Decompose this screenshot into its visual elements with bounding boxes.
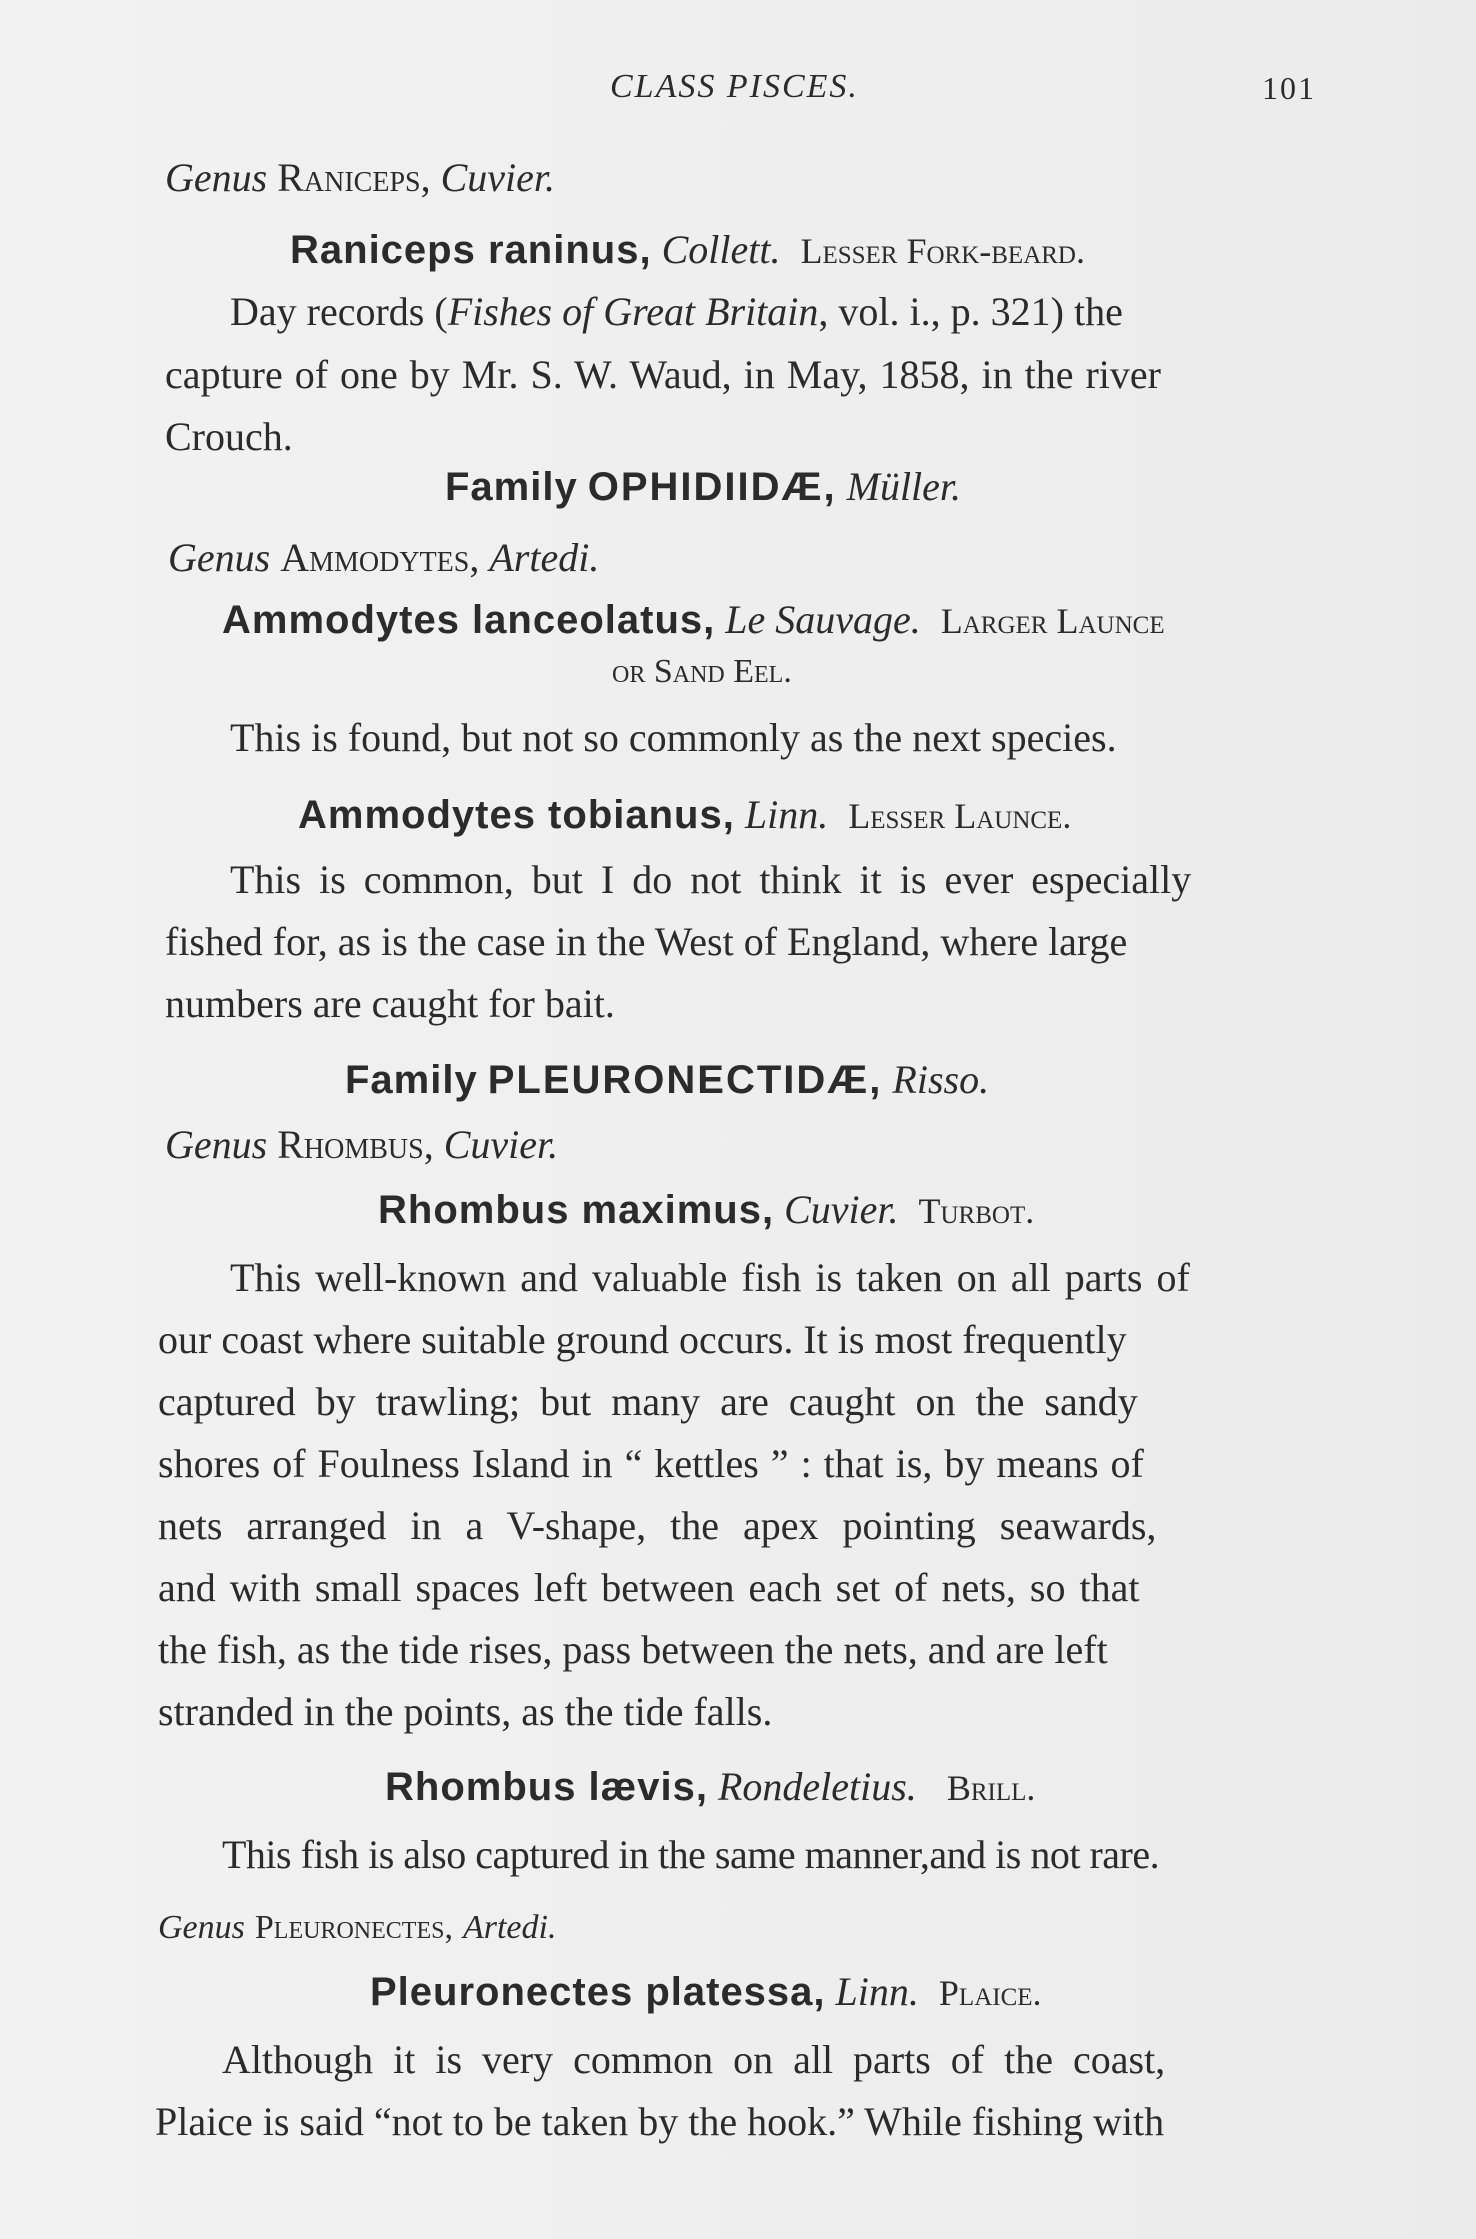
common-name-continued: or Sand Eel. xyxy=(612,653,792,690)
species-heading xyxy=(378,1187,1035,1232)
species-author: Le Sauvage. xyxy=(725,597,921,642)
body-line: This is found, but not so commonly as the next species. xyxy=(230,715,1117,760)
common-name: Plaice. xyxy=(938,1973,1042,2013)
body-line: Plaice is said “not to be taken by the hook.” While fishing with xyxy=(155,2099,1165,2144)
book-title: Fishes of Great Britain xyxy=(447,289,819,334)
genus-name: Rhombus, xyxy=(277,1122,434,1167)
body-line: This fish is also captured in the same manner,and is not rare. xyxy=(222,1832,1160,1877)
genus-heading xyxy=(165,1122,559,1167)
genus-heading xyxy=(158,1905,556,1945)
body-line: numbers are caught for bait. xyxy=(165,981,615,1026)
family-name: PLEURONECTIDÆ, xyxy=(487,1058,883,1102)
genus-name: Ammodytes, xyxy=(280,535,480,580)
genus-author: Artedi. xyxy=(462,1909,557,1946)
genus-heading xyxy=(168,535,600,580)
family-heading xyxy=(445,464,962,509)
body-line: captured by trawling; but many are caught on the sandy xyxy=(158,1379,1138,1424)
species-author: Rondeletius. xyxy=(717,1764,917,1809)
body-line: nets arranged in a V-shape, the apex pointing seawards, xyxy=(158,1503,1157,1548)
genus-author: Artedi. xyxy=(489,535,600,580)
species-heading xyxy=(385,1764,1036,1809)
species-name: Raniceps raninus, xyxy=(290,228,652,272)
family-author: Risso. xyxy=(892,1057,990,1102)
text-run xyxy=(230,289,1123,334)
body-line: the fish, as the tide rises, pass between the nets, and are left xyxy=(158,1627,1108,1672)
species-author: Collett. xyxy=(661,227,781,272)
species-heading xyxy=(222,597,1165,642)
species-heading xyxy=(298,792,1072,837)
family-heading xyxy=(345,1057,990,1102)
body-line xyxy=(230,289,1325,334)
page-number: 101 xyxy=(1262,70,1316,106)
species-author: Linn. xyxy=(744,792,829,837)
genus-word: Genus xyxy=(158,1909,245,1946)
genus-heading xyxy=(165,155,556,200)
genus-name: Raniceps, xyxy=(277,155,431,200)
species-name: Pleuronectes platessa, xyxy=(370,1970,826,2014)
body-line: This well-known and valuable fish is taken on all parts of xyxy=(230,1255,1190,1300)
running-head-title: CLASS PISCES. xyxy=(610,68,859,105)
text-part: , vol. i., p. 321) the xyxy=(818,289,1123,334)
body-line: stranded in the points, as the tide falls. xyxy=(158,1689,773,1734)
common-name: Larger Launce xyxy=(940,601,1165,641)
genus-word: Genus xyxy=(165,1122,268,1167)
body-line: capture of one by Mr. S. W. Waud, in May, 1858, in the river xyxy=(165,352,1161,397)
body-line: fished for, as is the case in the West of England, where large xyxy=(165,919,1128,964)
body-line: Although it is very common on all parts of the coast, xyxy=(222,2037,1166,2082)
common-name: Brill. xyxy=(946,1768,1036,1808)
genus-word: Genus xyxy=(165,155,268,200)
family-name: OPHIDIIDÆ, xyxy=(587,465,837,509)
family-author: Müller. xyxy=(846,464,962,509)
species-name: Ammodytes tobianus, xyxy=(298,793,735,837)
species-author: Linn. xyxy=(835,1969,919,2014)
body-line: This is common, but I do not think it is ever especially xyxy=(230,857,1192,902)
genus-author: Cuvier. xyxy=(440,155,556,200)
common-name: Lesser Launce. xyxy=(848,796,1072,836)
species-author: Cuvier. xyxy=(784,1187,899,1232)
species-name: Ammodytes lanceolatus, xyxy=(222,598,716,642)
body-line: Crouch. xyxy=(165,414,293,459)
family-word: Family xyxy=(445,465,578,509)
common-name: Turbot. xyxy=(918,1191,1035,1231)
text-part: Day records ( xyxy=(230,289,448,334)
species-name: Rhombus maximus, xyxy=(378,1188,775,1232)
species-heading xyxy=(370,1969,1042,2014)
body-line: our coast where suitable ground occurs. It is most frequently xyxy=(158,1317,1127,1362)
genus-word: Genus xyxy=(168,535,271,580)
species-heading xyxy=(290,227,1085,272)
body-line: and with small spaces left between each set of nets, so that xyxy=(158,1565,1140,1610)
common-name: Lesser Fork-beard. xyxy=(800,231,1085,271)
family-word: Family xyxy=(345,1058,478,1102)
body-line: shores of Foulness Island in “ kettles ” : that is, by means of xyxy=(158,1441,1144,1486)
species-name: Rhombus lævis, xyxy=(385,1765,708,1809)
genus-name: Pleuronectes, xyxy=(254,1909,453,1946)
genus-author: Cuvier. xyxy=(443,1122,559,1167)
